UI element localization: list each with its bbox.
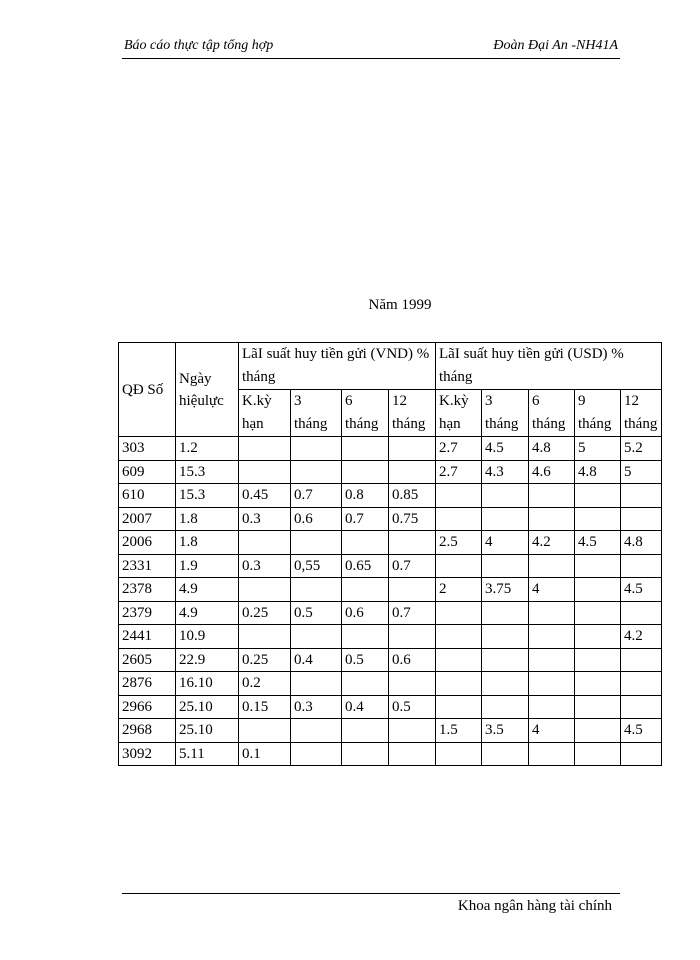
table-cell (575, 742, 621, 766)
table-cell (529, 507, 575, 531)
table-cell: 4.5 (482, 437, 529, 461)
table-cell: 0.45 (239, 484, 291, 508)
table-cell: 2.7 (436, 437, 482, 461)
table-cell (575, 507, 621, 531)
table-row (119, 460, 662, 484)
table-cell (436, 484, 482, 508)
table-row (119, 554, 662, 578)
table-cell: 2378 (119, 578, 176, 602)
table-row (119, 437, 662, 461)
table-cell (575, 672, 621, 696)
subheader-vnd-2: 6 tháng (342, 390, 389, 437)
table-row (119, 601, 662, 625)
table-cell (342, 719, 389, 743)
table-cell: 0.7 (389, 554, 436, 578)
header-author: Đoàn Đại An -NH41A (493, 38, 618, 53)
subheader-vnd-0: K.kỳ hạn (239, 390, 291, 437)
table-cell (436, 625, 482, 649)
table-cell (389, 531, 436, 555)
header-qd-so: QĐ Số (119, 343, 176, 437)
table-cell: 2441 (119, 625, 176, 649)
table-cell: 0.25 (239, 601, 291, 625)
table-cell: 0.6 (389, 648, 436, 672)
table-cell: 2966 (119, 695, 176, 719)
table-cell (482, 625, 529, 649)
table-cell: 0.3 (291, 695, 342, 719)
table-cell (529, 742, 575, 766)
subheader-vnd-3: 12 tháng (389, 390, 436, 437)
table-cell (529, 672, 575, 696)
table-cell (575, 625, 621, 649)
table-cell: 0.85 (389, 484, 436, 508)
table-cell: 3.5 (482, 719, 529, 743)
table-cell: 2007 (119, 507, 176, 531)
table-cell (291, 625, 342, 649)
table-cell: 5.11 (176, 742, 239, 766)
table-cell (239, 578, 291, 602)
table-cell (291, 719, 342, 743)
table-cell: 0.4 (342, 695, 389, 719)
subheader-usd-2: 6 tháng (529, 390, 575, 437)
table-cell: 0.8 (342, 484, 389, 508)
interest-rate-table (118, 342, 662, 766)
table-cell (529, 648, 575, 672)
table-cell: 0.3 (239, 554, 291, 578)
table-cell (239, 531, 291, 555)
table-cell: 4.5 (621, 719, 662, 743)
table-cell: 5 (621, 460, 662, 484)
table-row (119, 695, 662, 719)
table-cell: 1.8 (176, 507, 239, 531)
page-header (122, 36, 620, 59)
table-cell (436, 554, 482, 578)
table-cell: 4.2 (529, 531, 575, 555)
table-cell: 4.8 (575, 460, 621, 484)
table-cell: 25.10 (176, 695, 239, 719)
table-cell (482, 672, 529, 696)
subheader-usd-0: K.kỳ hạn (436, 390, 482, 437)
header-ngay-hieu-luc: Ngày hiệulực (176, 343, 239, 437)
table-cell (621, 601, 662, 625)
table-cell (621, 648, 662, 672)
table-cell (436, 672, 482, 696)
table-cell: 303 (119, 437, 176, 461)
table-cell: 4.5 (575, 531, 621, 555)
table-cell: 0.3 (239, 507, 291, 531)
table-cell: 1.9 (176, 554, 239, 578)
table-cell: 0.7 (389, 601, 436, 625)
subheader-vnd-1: 3 tháng (291, 390, 342, 437)
table-cell (482, 601, 529, 625)
year-title: Năm 1999 (368, 297, 432, 313)
table-cell (575, 554, 621, 578)
table-cell: 0.6 (342, 601, 389, 625)
table-cell (389, 719, 436, 743)
table-cell: 0.5 (389, 695, 436, 719)
table-cell: 4 (482, 531, 529, 555)
table-cell: 4 (529, 719, 575, 743)
table-cell (621, 554, 662, 578)
table-cell: 0.65 (342, 554, 389, 578)
table-cell (621, 742, 662, 766)
table-cell: 0.25 (239, 648, 291, 672)
table-cell (529, 625, 575, 649)
table-cell (239, 437, 291, 461)
header-report-title: Báo cáo thực tập tổng hợp (124, 38, 274, 53)
table-cell (342, 578, 389, 602)
header-group-usd: LãI suất huy tiền gửi (USD) % tháng (436, 343, 662, 390)
table-cell (482, 554, 529, 578)
subheader-usd-3: 9 tháng (575, 390, 621, 437)
table-cell (291, 437, 342, 461)
table-cell (389, 672, 436, 696)
table-cell (575, 648, 621, 672)
table-cell (529, 484, 575, 508)
table-cell (482, 484, 529, 508)
table-cell: 5.2 (621, 437, 662, 461)
table-cell: 4.8 (621, 531, 662, 555)
table-cell: 0.4 (291, 648, 342, 672)
table-cell (389, 742, 436, 766)
table-cell: 2.5 (436, 531, 482, 555)
table-cell: 1.5 (436, 719, 482, 743)
table-cell: 15.3 (176, 460, 239, 484)
table-cell: 15.3 (176, 484, 239, 508)
table-cell (482, 742, 529, 766)
subheader-usd-4: 12 tháng (621, 390, 662, 437)
table-cell (239, 625, 291, 649)
table-cell: 4.9 (176, 601, 239, 625)
table-cell (529, 601, 575, 625)
table-cell (621, 695, 662, 719)
table-cell (575, 695, 621, 719)
table-cell (239, 719, 291, 743)
table-cell: 10.9 (176, 625, 239, 649)
table-cell: 0.7 (342, 507, 389, 531)
table-cell: 0.15 (239, 695, 291, 719)
table-cell: 25.10 (176, 719, 239, 743)
table-cell: 5 (575, 437, 621, 461)
table-cell (482, 695, 529, 719)
table-cell: 4.5 (621, 578, 662, 602)
table-cell: 4.9 (176, 578, 239, 602)
table-cell (342, 531, 389, 555)
table-cell (239, 460, 291, 484)
table-cell: 0.7 (291, 484, 342, 508)
table-cell: 609 (119, 460, 176, 484)
table-cell: 2331 (119, 554, 176, 578)
table-cell (436, 695, 482, 719)
subheader-usd-1: 3 tháng (482, 390, 529, 437)
footer-faculty: Khoa ngân hàng tài chính (457, 898, 612, 914)
table-cell: 0.5 (342, 648, 389, 672)
table-cell: 4 (529, 578, 575, 602)
table-cell (436, 648, 482, 672)
table-cell (291, 742, 342, 766)
table-cell: 2 (436, 578, 482, 602)
table-cell: 2.7 (436, 460, 482, 484)
table-cell (529, 695, 575, 719)
table-cell (291, 672, 342, 696)
table-row (119, 578, 662, 602)
table-row (119, 625, 662, 649)
table-cell (389, 460, 436, 484)
table-row (119, 531, 662, 555)
table-row (119, 484, 662, 508)
page-footer (122, 893, 620, 914)
table-cell (342, 672, 389, 696)
table-row (119, 648, 662, 672)
table-body (119, 437, 662, 766)
table-cell (342, 437, 389, 461)
table-cell: 0.75 (389, 507, 436, 531)
table-cell (529, 554, 575, 578)
table-cell (575, 578, 621, 602)
table-cell: 1.8 (176, 531, 239, 555)
table-cell (575, 484, 621, 508)
table-row (119, 672, 662, 696)
table-cell (342, 625, 389, 649)
table-cell (621, 484, 662, 508)
table-cell (291, 578, 342, 602)
table-cell (436, 601, 482, 625)
table-cell: 2876 (119, 672, 176, 696)
table-cell (575, 719, 621, 743)
table-cell: 2968 (119, 719, 176, 743)
table-cell: 610 (119, 484, 176, 508)
table-cell: 2605 (119, 648, 176, 672)
table-cell: 0,55 (291, 554, 342, 578)
table-cell: 3.75 (482, 578, 529, 602)
table-cell: 2006 (119, 531, 176, 555)
table-cell (482, 507, 529, 531)
table-cell: 0.6 (291, 507, 342, 531)
table-cell (575, 601, 621, 625)
table-cell: 16.10 (176, 672, 239, 696)
table-cell (436, 742, 482, 766)
table-cell (342, 742, 389, 766)
table-cell: 22.9 (176, 648, 239, 672)
table-cell: 4.6 (529, 460, 575, 484)
table-cell: 0.1 (239, 742, 291, 766)
table-cell: 1.2 (176, 437, 239, 461)
table-cell: 2379 (119, 601, 176, 625)
table-row (119, 507, 662, 531)
table-cell: 3092 (119, 742, 176, 766)
table-cell (291, 531, 342, 555)
table-cell: 4.8 (529, 437, 575, 461)
table-cell: 0.5 (291, 601, 342, 625)
table-row (119, 742, 662, 766)
table-cell (342, 460, 389, 484)
table-cell (389, 625, 436, 649)
table-cell (621, 672, 662, 696)
table-row (119, 719, 662, 743)
table-cell (621, 507, 662, 531)
table-cell: 4.3 (482, 460, 529, 484)
table-cell (389, 437, 436, 461)
table-cell (389, 578, 436, 602)
table-cell (436, 507, 482, 531)
header-group-vnd: LãI suất huy tiền gửi (VND) % tháng (239, 343, 436, 390)
table-cell: 4.2 (621, 625, 662, 649)
table-cell (291, 460, 342, 484)
table-cell (482, 648, 529, 672)
table-cell: 0.2 (239, 672, 291, 696)
